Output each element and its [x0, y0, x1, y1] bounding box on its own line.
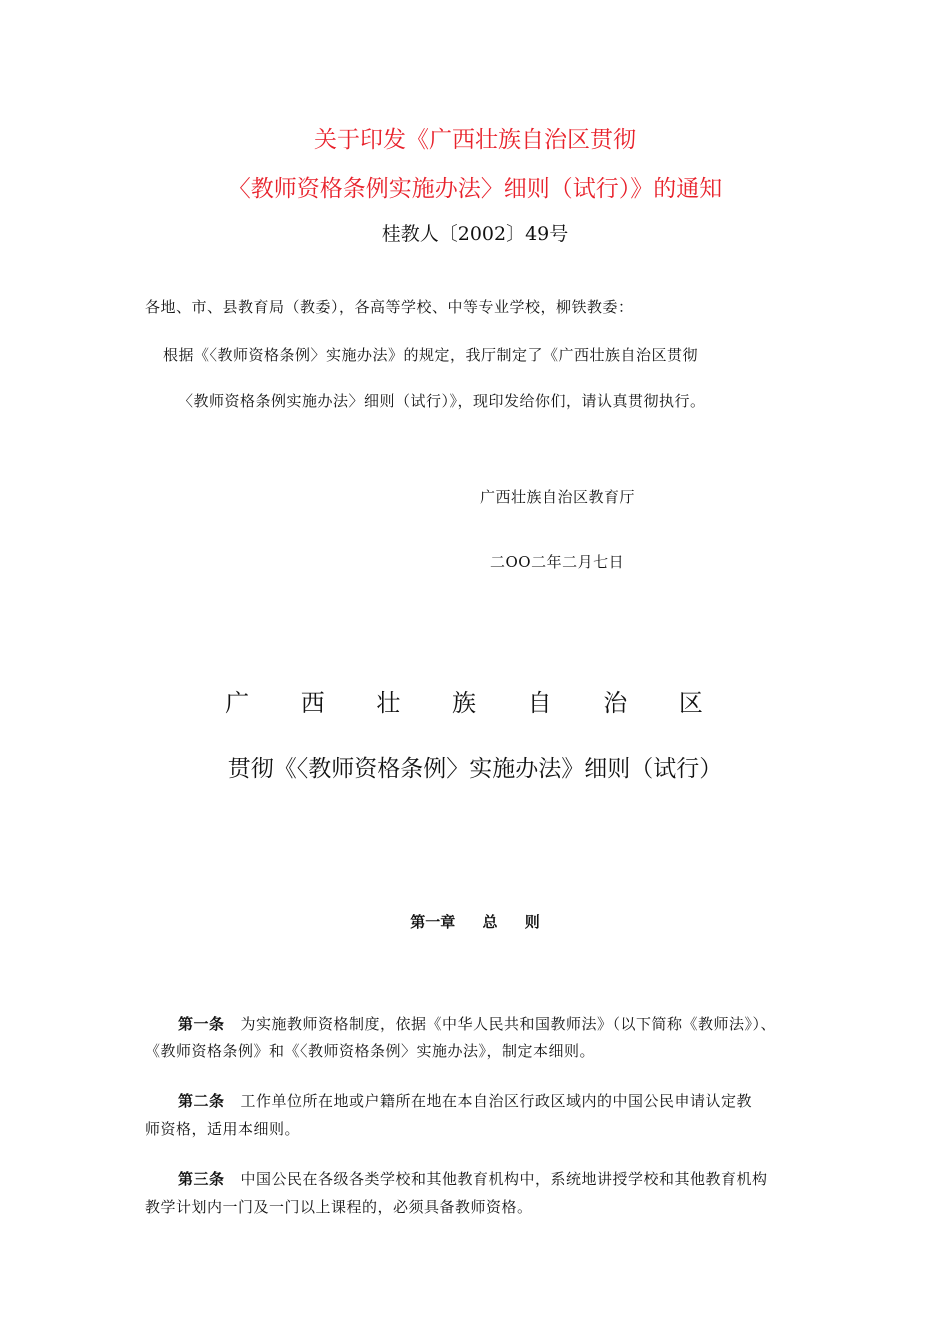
- article-3-line1: [178, 1168, 768, 1189]
- article-label: 第三条: [178, 1170, 225, 1188]
- article-1-line1: [178, 1013, 776, 1034]
- article-label: 第一条: [178, 1015, 225, 1033]
- notice-body-line1: 根据《〈教师资格条例〉实施办法》的规定，我厅制定了《广西壮族自治区贯彻: [163, 346, 699, 364]
- signer: 广西壮族自治区教育厅: [480, 488, 636, 506]
- notice-body-line2: 〈教师资格条例实施办法〉细则（试行）》，现印发给你们，请认真贯彻执行。: [178, 392, 706, 410]
- issue-date: 二OO二年二月七日: [490, 553, 625, 571]
- notice-title-line1: 关于印发《广西壮族自治区贯彻: [314, 127, 636, 153]
- article-text: 为实施教师资格制度，依据《中华人民共和国教师法》（以下简称《教师法》）、: [240, 1015, 777, 1033]
- notice-title-line2: 〈教师资格条例实施办法〉细则（试行）》的通知: [227, 176, 723, 202]
- article-2-line2: 师资格，适用本细则。: [145, 1120, 301, 1138]
- article-3-line2: 教学计划内一门及一门以上课程的，必须具备教师资格。: [145, 1198, 533, 1216]
- addressee: 各地、市、县教育局（教委），各高等学校、中等专业学校，柳铁教委：: [145, 298, 634, 316]
- article-1-line2: 《教师资格条例》和《〈教师资格条例〉实施办法》，制定本细则。: [145, 1042, 596, 1060]
- chapter-title: 第一章 总 则: [410, 913, 540, 931]
- document-number: 桂教人〔2002〕49号: [381, 223, 569, 245]
- rules-heading-line1: 广 西 壮 族 自 治 区: [225, 689, 725, 717]
- article-text: 工作单位所在地或户籍所在地在本自治区行政区域内的中国公民申请认定教: [240, 1092, 753, 1110]
- article-text: 中国公民在各级各类学校和其他教育机构中，系统地讲授学校和其他教育机构: [240, 1170, 768, 1188]
- article-label: 第二条: [178, 1092, 225, 1110]
- article-2-line1: [178, 1090, 752, 1111]
- rules-heading-line2: 贯彻《〈教师资格条例〉实施办法》细则（试行）: [227, 756, 723, 782]
